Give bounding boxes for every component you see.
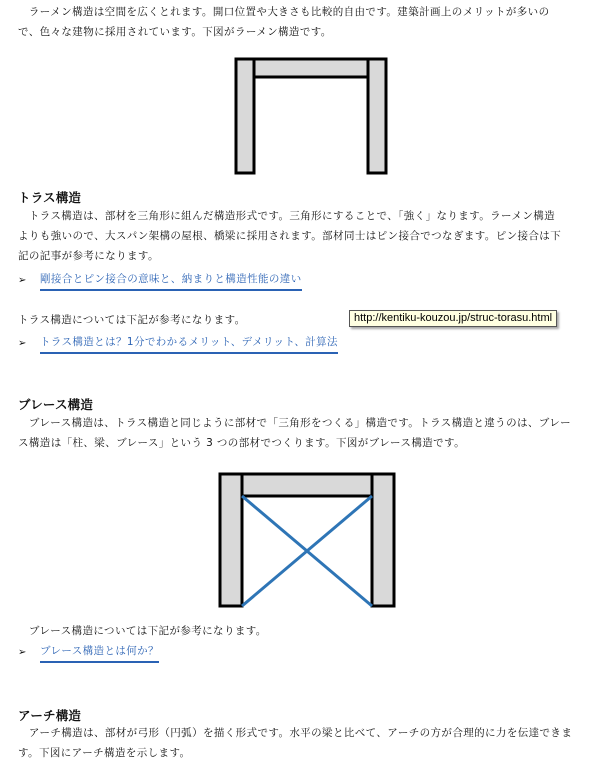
brace-beam	[242, 474, 372, 496]
truss-line-3: 記の記事が参考になります。	[18, 250, 159, 262]
arch-line-2: す。下図にアーチ構造を示します。	[18, 747, 191, 759]
truss-line-2: よりも強いので、大スパン架構の屋根、橋梁に採用されます。部材同士はピン接合でつなぎます。ピン接合は下	[18, 230, 562, 242]
truss-link-row-2	[18, 333, 338, 354]
brace-structure-link[interactable]: ブレース構造とは何か？	[40, 642, 159, 663]
truss-heading: トラス構造	[18, 190, 82, 205]
arch-heading: アーチ構造	[18, 708, 82, 723]
brace-frame-figure	[218, 472, 398, 610]
rigid-pin-joint-link[interactable]: 剛接合とピン接合の意味と、納まりと構造性能の違い	[40, 270, 302, 291]
brace-line-2: ス構造は「柱、梁、ブレース」という 3 つの部材でつくります。下図がブレース構造です。	[18, 437, 465, 449]
rahmen-left-column	[236, 59, 254, 173]
url-tooltip: http://kentiku-kouzou.jp/struc-torasu.html	[349, 310, 557, 327]
intro-line-2: で、色々な建物に採用されています。下図がラーメン構造です。	[18, 26, 332, 38]
truss-structure-link[interactable]: トラス構造とは？1分でわかるメリット、デメリット、計算法	[40, 333, 338, 354]
bullet-arrow-icon: ➢	[18, 337, 27, 349]
truss-link-row-1	[18, 270, 302, 291]
brace-right-column	[372, 474, 394, 606]
truss-ref-text: トラス構造については下記が参考になります。	[18, 314, 246, 326]
bullet-arrow-icon: ➢	[18, 274, 27, 286]
bullet-arrow-icon: ➢	[18, 646, 27, 658]
rahmen-right-column	[368, 59, 386, 173]
arch-line-1: アーチ構造は、部材が弓形（円弧）を描く形式です。水平の梁と比べて、アーチの方が合理的に力を伝達できま	[18, 727, 573, 739]
brace-left-column	[220, 474, 242, 606]
brace-link-row	[18, 642, 159, 663]
brace-heading: ブレース構造	[18, 397, 94, 412]
brace-line-1: ブレース構造は、トラス構造と同じように部材で「三角形をつくる」構造です。トラス構造と違うのは、ブレー	[18, 417, 572, 429]
rahmen-beam	[254, 59, 368, 77]
rahmen-frame-figure	[232, 57, 392, 177]
truss-line-1: トラス構造は、部材を三角形に組んだ構造形式です。三角形にすることで、「強く」なります。ラーメン構造	[18, 210, 556, 222]
intro-line-1: ラーメン構造は空間を広くとれます。開口位置や大きさも比較的自由です。建築計画上のメリットが多いの	[18, 6, 550, 18]
brace-ref-text: ブレース構造については下記が参考になります。	[18, 625, 267, 637]
